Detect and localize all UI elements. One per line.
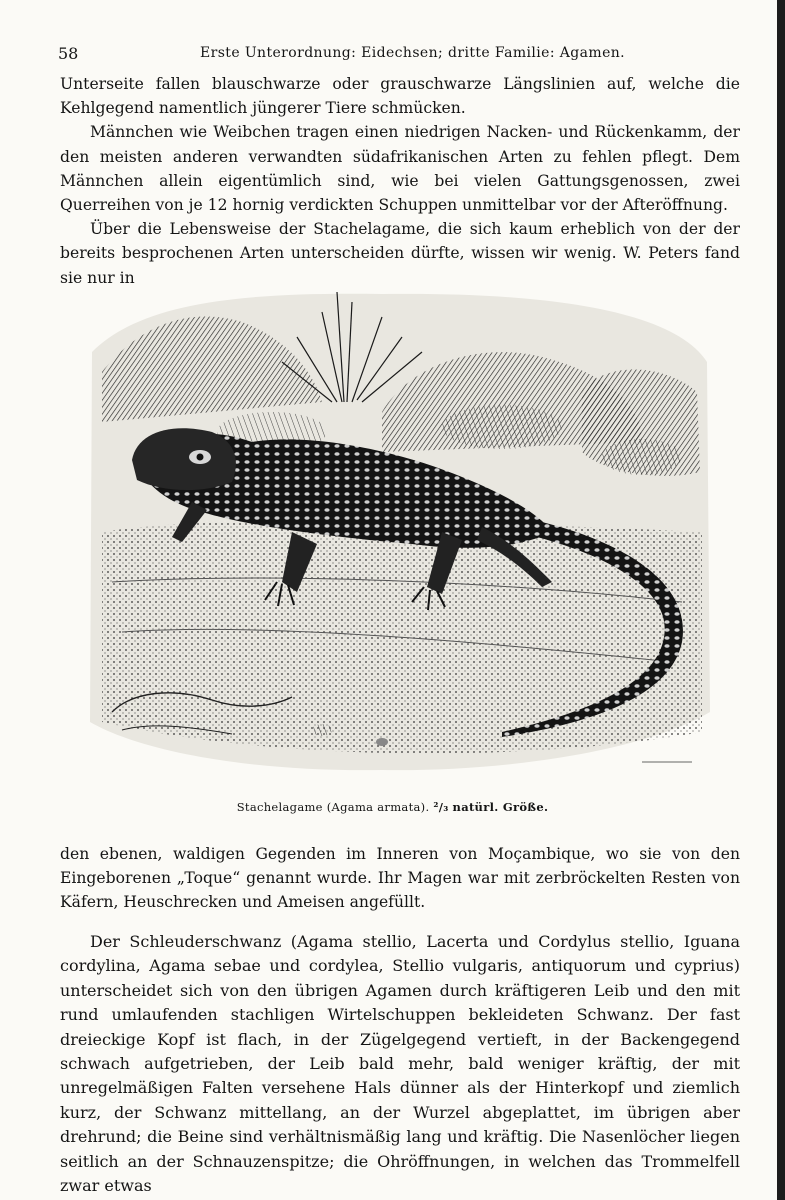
page-header <box>58 44 745 68</box>
page-edge-shadow <box>777 0 785 1200</box>
paragraph-crest: Männchen wie Weibchen tragen einen niedrigen Nacken- und Rückenkamm, der den meisten anderen verwandten südafrikanischen Arten zu fehlen pflegt. Dem Männchen allein eigentümlich sind, wie bei vielen Gattungsgenossen, zwei Querreihen von je 12 hornig verdickten Schuppen unmittelbar vor der Afteröffnung. <box>60 123 740 215</box>
figure-caption <box>0 800 785 814</box>
caption-fraction: ²/₃ <box>433 800 449 814</box>
paragraph-schleuderschwanz: Der Schleuderschwanz (Agama stellio, Lacerta und Cordylus stellio, Iguana cordylina, Agama sebae und cordylea, Stellio vulgaris, antiquorum und cyprius) unterscheidet sich von den übrigen Agamen durch kräftigeren Leib und den mit rund umlaufenden stachligen Wirtelschuppen bekleideten Schwanz. Der fast dreieckige Kopf ist flach, in der Zügelgegend vertieft, in der Backengegend schwach aufgetrieben, der Leib bald mehr, bald weniger kräftig, der mit unregelmäßigen Falten versehene Hals dünner als der Hinterkopf und ziemlich kurz, der Schwanz mittellang, an der Wurzel abgeplattet, im übrigen aber drehrund; die Beine sind verhältnismäßig lang und kräftig. Die Nasenlöcher liegen seitlich an der Schnauzenspitze; die Ohröffnungen, in welchen das Trommelfell zwar etwas <box>60 932 740 1196</box>
caption-title: Stachelagame (Agama armata). <box>236 800 430 814</box>
middle-text-block <box>60 842 740 915</box>
engraving-illustration <box>82 282 714 782</box>
lizard-engraving <box>82 282 714 782</box>
bottom-text-block <box>60 930 740 1198</box>
top-text-block <box>60 72 740 290</box>
caption-size-note: natürl. Größe. <box>452 800 549 814</box>
paragraph-habitat: den ebenen, waldigen Gegenden im Inneren von Moçambique, wo sie von den Eingeborenen „Toque“ genannt wurde. Ihr Magen war mit zerbröckelten Resten von Käfern, Heuschrecken und Ameisen angefüllt. <box>60 845 740 912</box>
page-number: 58 <box>58 44 79 63</box>
running-title: Erste Unterordnung: Eidechsen; dritte Familie: Agamen. <box>200 45 626 61</box>
paragraph-lifestyle: Über die Lebensweise der Stachelagame, die sich kaum erheblich von der der bereits besprochenen Arten unterscheiden dürfte, wissen wir wenig. W. Peters fand sie nur in <box>60 220 740 287</box>
paragraph-continued: Unterseite fallen blauschwarze oder grauschwarze Längslinien auf, welche die Kehlgegend namentlich jüngerer Tiere schmücken. <box>60 75 740 118</box>
